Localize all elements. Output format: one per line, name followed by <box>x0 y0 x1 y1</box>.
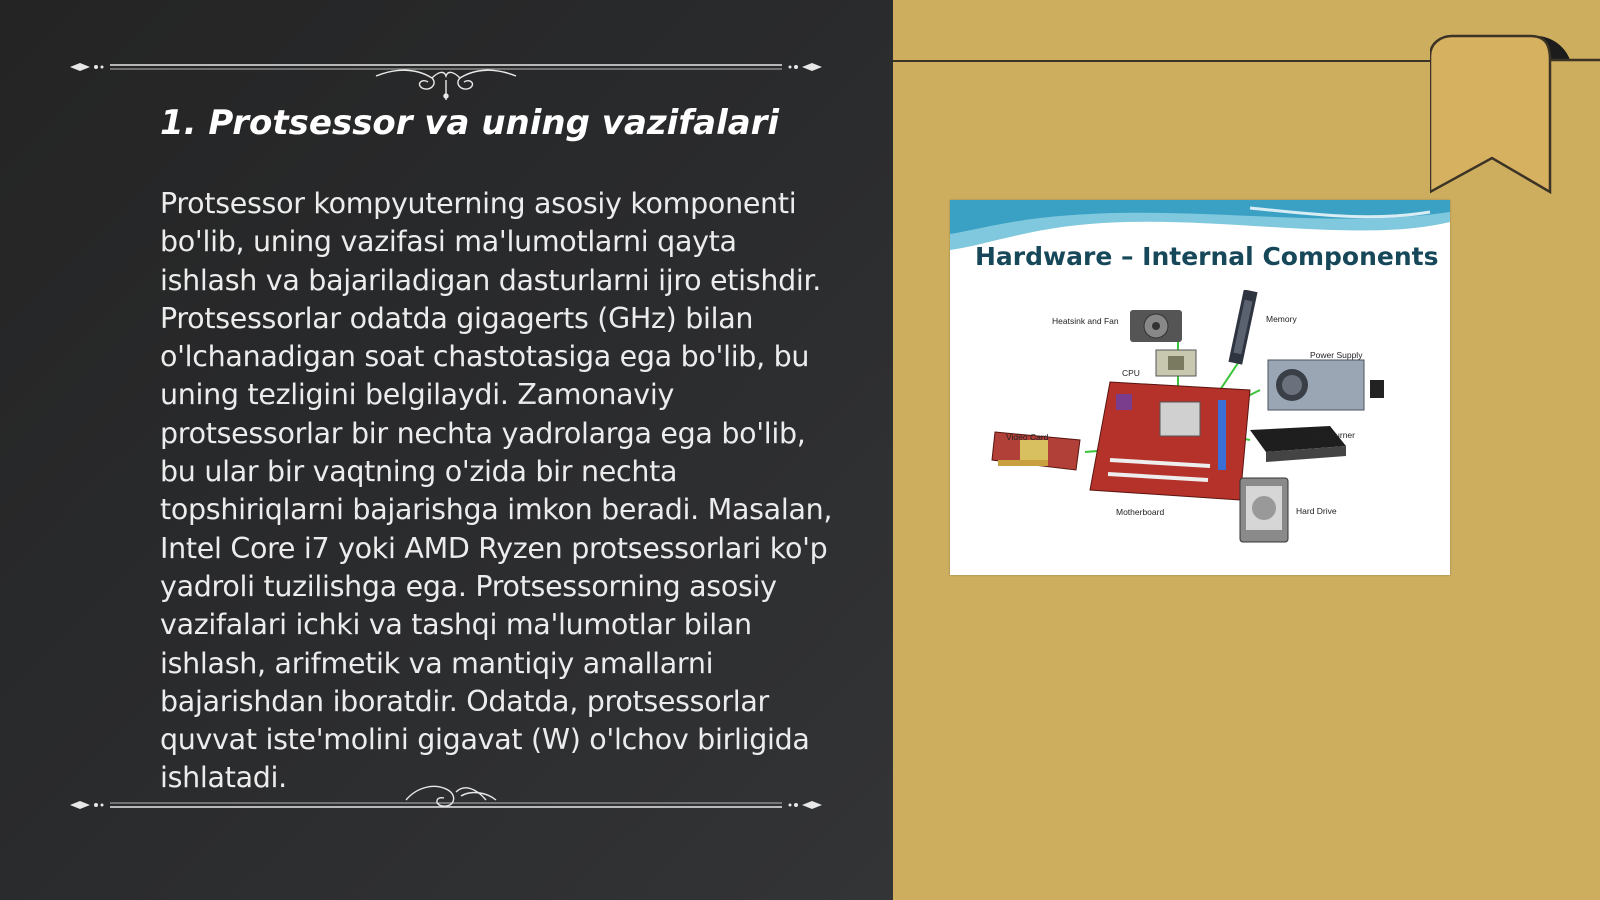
power-supply-icon <box>1268 360 1384 410</box>
picture-title: Hardware – Internal Components <box>975 242 1439 271</box>
hard-drive-icon <box>1240 478 1288 542</box>
label-motherboard: Motherboard <box>1116 507 1165 517</box>
motherboard-icon <box>1090 382 1250 500</box>
slide-body-text: Protsessor kompyuterning asosiy komponenti bo'lib, uning vazifasi ma'lumotlarni qayta ishlash va bajariladigan dasturlarni ijro etishdir. Protsessorlar odatda gigagerts (GHz) bilan o'lchanadigan soat chastotasiga ega bo'lib, bu uning tezligini belgilaydi. Zamonaviy protsessorlar bir nechta yadrolarga ega bo'lib, bu ular bir vaqtning o'zida bir nechta topshiriqlarni bajarishga imkon beradi. Masalan, Intel Core i7 yoki AMD Ryzen protsessorlari ko'p yadroli tuzilishga ega. Protsessorning asosiy vazifalari ichki va tashqi ma'lumotlar bilan ishlash, arifmetik va mantiqiy amallarni bajarishdan iboratdir. Odatda, protsessorlar quvvat iste'molini gigavat (W) o'lchov birligida ishlatadi. <box>160 187 833 795</box>
memory-stick-icon <box>1228 290 1257 365</box>
cpu-chip-icon <box>1156 350 1196 376</box>
label-dvd-burner: Dvd Burner <box>1312 430 1355 440</box>
slide-title: 1. Protsessor va uning vazifalari <box>160 103 780 143</box>
label-heatsink: Heatsink and Fan <box>1052 316 1119 326</box>
bottom-ornament-divider <box>66 770 826 830</box>
heatsink-fan-icon <box>1130 310 1182 342</box>
top-ornament-divider <box>66 40 826 100</box>
label-cpu: CPU <box>1122 368 1140 378</box>
label-power-supply: Power Supply <box>1310 350 1363 360</box>
bookmark-ribbon-icon <box>1430 34 1600 199</box>
label-memory: Memory <box>1266 314 1297 324</box>
label-hard-drive: Hard Drive <box>1296 506 1337 516</box>
header-rule <box>893 60 1453 62</box>
label-video-card: Video Card <box>1006 432 1049 442</box>
components-diagram <box>950 290 1450 575</box>
hardware-components-image <box>950 200 1450 575</box>
